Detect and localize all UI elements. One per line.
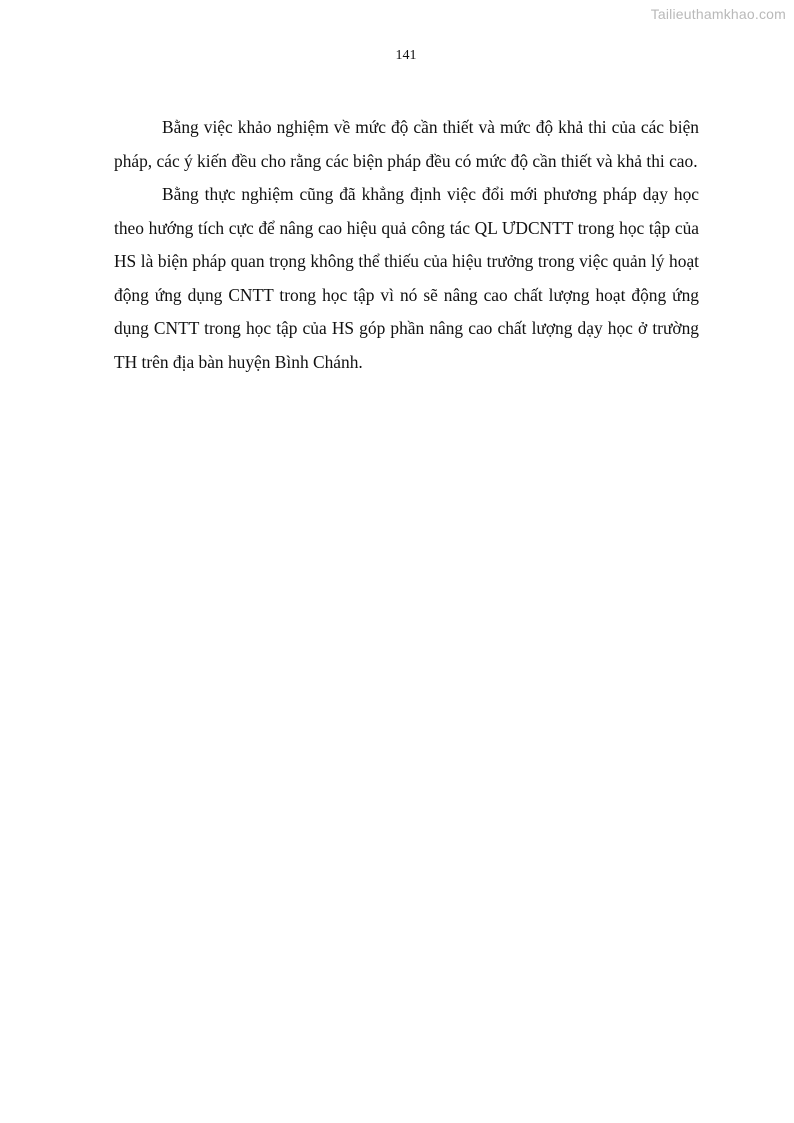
paragraph-2: Bằng thực nghiệm cũng đã khẳng định việc đổi mới phương pháp dạy học theo hướng tích cực để nâng cao hiệu quả công tác QL ƯDCNTT trong học tập của HS là biện pháp quan trọng không thể thiếu của hiệu trưởng trong việc quản lý hoạt động ứng dụng CNTT trong học tập vì nó sẽ nâng cao chất lượng hoạt động ứng dụng CNTT trong học tập của HS góp phần nâng cao chất lượng dạy học ở trường TH trên địa bàn huyện Bình Chánh. [114,184,699,372]
watermark-text: Tailieuthamkhao.com [650,6,786,22]
page-number: 141 [395,48,417,63]
paragraph-1: Bằng việc khảo nghiệm về mức độ cần thiết và mức độ khả thi của các biện pháp, các ý kiến đều cho rằng các biện pháp đều có mức độ cần thiết và khả thi cao. [114,117,699,171]
document-body [114,111,699,379]
